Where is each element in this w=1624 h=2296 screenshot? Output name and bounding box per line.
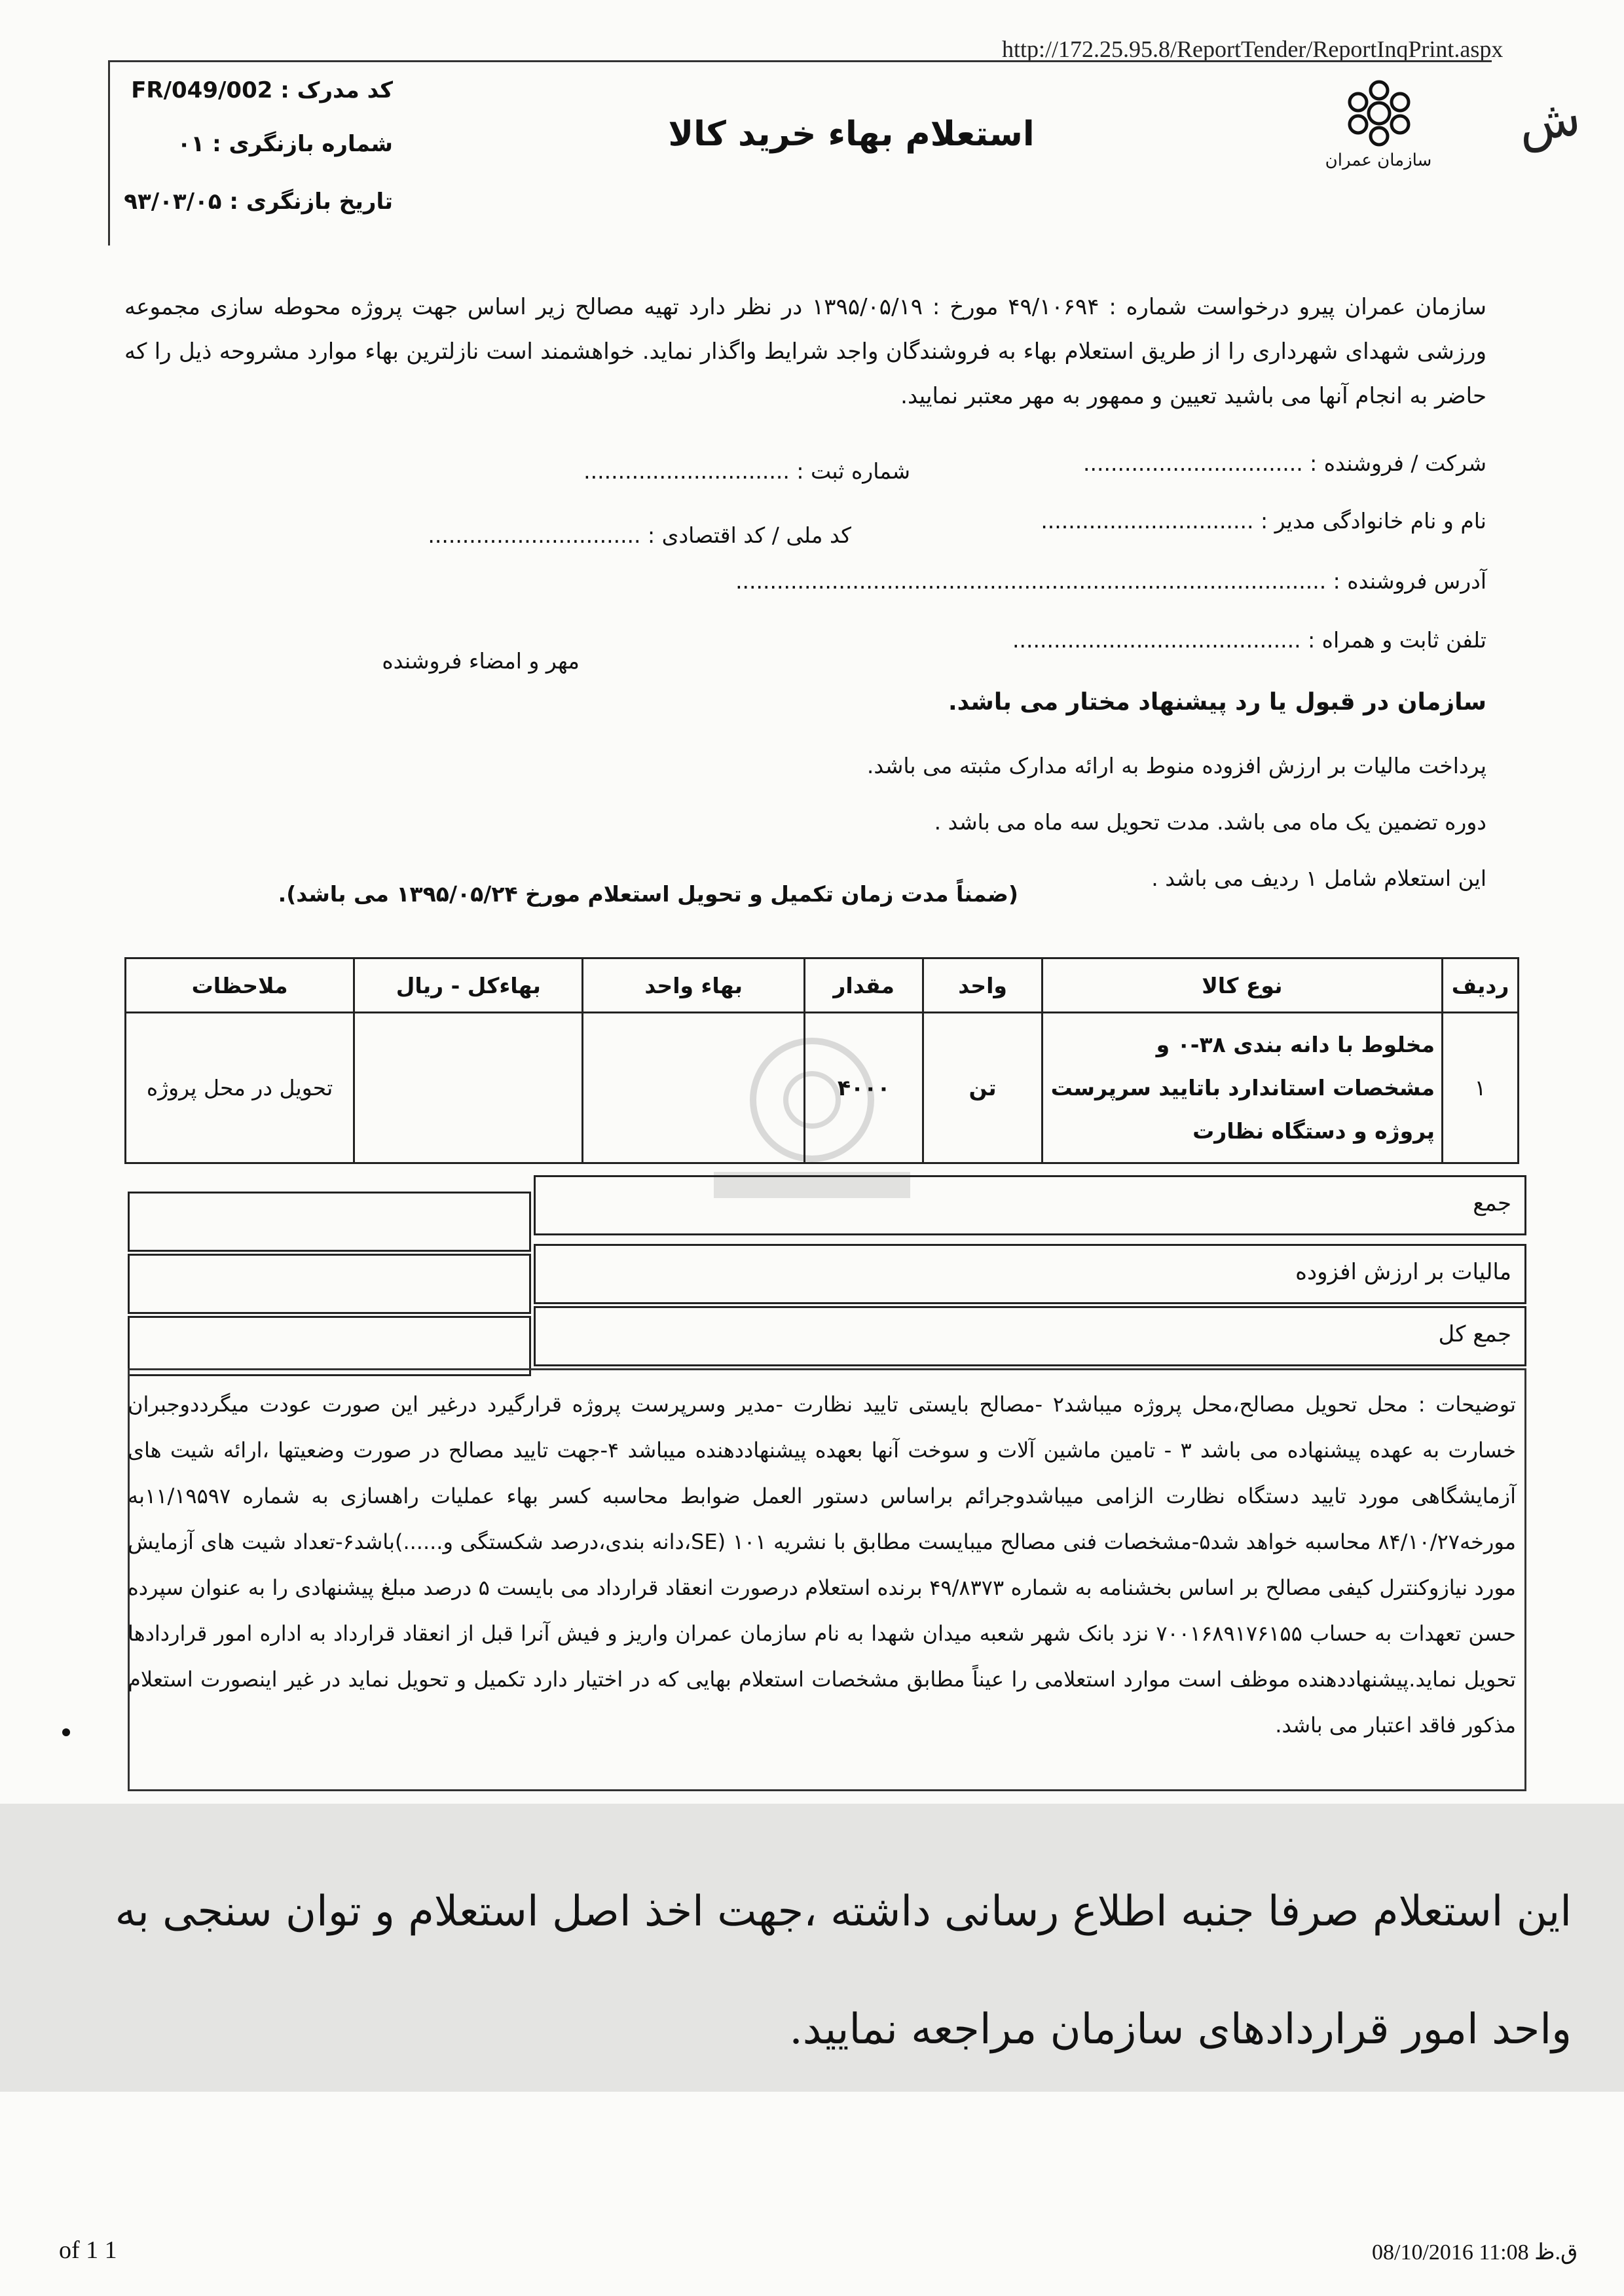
seller-stamp-label: مهر و امضاء فروشنده <box>382 648 580 674</box>
notice-text: این استعلام صرفا جنبه اطلاع رسانی داشته ،جهت اخذ اصل استعلام و توان سنجی به واحد امور قراردادهای سازمان مراجعه نمایید. <box>115 1887 1572 2054</box>
col-header-row-no: ردیف <box>1443 958 1519 1013</box>
cell-total <box>354 1013 583 1163</box>
col-header-notes: ملاحظات <box>126 958 354 1013</box>
revision-number: شماره بازنگری : ۰۱ <box>177 131 393 157</box>
municipality-logo-icon <box>1341 77 1417 149</box>
cell-unit: تن <box>923 1013 1042 1163</box>
col-header-item: نوع کالا <box>1042 958 1442 1013</box>
print-datetime: ق.ظ 11:08 08/10/2016 <box>1372 2240 1578 2265</box>
rows-term: این استعلام شامل ۱ ردیف می باشد . <box>1151 866 1486 891</box>
handwritten-mark: ش <box>1514 87 1585 155</box>
cell-note: تحویل در محل پروژه <box>126 1013 354 1163</box>
org-name: سازمان عمران <box>1325 151 1432 170</box>
grand-total-value-box <box>128 1316 531 1376</box>
table-header-row <box>126 958 1519 1013</box>
sum-value-box <box>128 1192 531 1252</box>
vat-term: پرداخت مالیات بر ارزش افزوده منوط به ارائه مدارک مثبته می باشد. <box>866 753 1486 778</box>
table-row <box>126 1013 1519 1163</box>
col-header-unit: واحد <box>923 958 1042 1013</box>
vat-row <box>534 1244 1526 1304</box>
grand-total-row <box>534 1306 1526 1366</box>
page-url: http://172.25.95.8/ReportTender/ReportInqPrint.aspx <box>1002 36 1504 62</box>
vat-label: مالیات بر ارزش افزوده <box>1295 1259 1511 1285</box>
address-field: آدرس فروشنده : ...................................................................................... <box>735 568 1486 594</box>
phone-field: تلفن ثابت و همراه : .......................................... <box>1012 627 1486 653</box>
deadline-term: (ضمناً مدت زمان تکمیل و تحویل استعلام مورخ ۱۳۹۵/۰۵/۲۴ می باشد). <box>278 881 1018 907</box>
grand-total-label: جمع کل <box>1438 1321 1511 1347</box>
vat-value-box <box>128 1254 531 1314</box>
items-table <box>124 957 1519 1164</box>
sum-row <box>534 1175 1526 1235</box>
registration-field: شماره ثبت : .............................. <box>583 458 910 484</box>
sum-label: جمع <box>1473 1190 1511 1216</box>
ink-dot <box>62 1728 70 1736</box>
intro-paragraph: سازمان عمران پیرو درخواست شماره : ۴۹/۱۰۶۹۴ مورخ : ۱۳۹۵/۰۵/۱۹ در نظر دارد تهیه مصالح زیر اساس جهت پروژه محوطه سازی مجموعه ورزشی شهدای شهرداری را از طریق استعلام بهاء به فروشندگان واجد شرایط واگذار نماید. خواهشمند است نازلترین بهاء موارد مشروحه ذیل را که حاضر به انجام آنها می باشید تعیین و ممهور به مهر معتبر نمایید. <box>124 294 1486 409</box>
col-header-total: بهاءکل - ریال <box>354 958 583 1013</box>
warranty-term: دوره تضمین یک ماه می باشد. مدت تحویل سه ماه می باشد . <box>934 809 1486 835</box>
manager-field: نام و نام خانوادگی مدیر : ............................... <box>1041 508 1486 534</box>
cell-item: مخلوط با دانه بندی ۳۸-۰ و مشخصات استاندارد باتایید سرپرست پروژه و دستگاه نظارت <box>1042 1013 1442 1163</box>
cell-unit-price <box>583 1013 805 1163</box>
doc-code: کد مدرک : FR/049/002 <box>131 77 393 103</box>
col-header-qty: مقدار <box>805 958 923 1013</box>
company-field: شرکت / فروشنده : ................................ <box>1083 450 1486 476</box>
revision-date: تاریخ بازنگری : ۹۳/۰۳/۰۵ <box>124 189 393 215</box>
notes-text: توضیحات : محل تحویل مصالح،محل پروژه میباشد۲ -مصالح بایستی تایید نظارت -مدیر وسرپرست پروژه قرارگیرد درغیر این صورت عودت میگرددوجبران خسارت به عهده پیشنهاده می باشد ۳ - تامین ماشین آلات و سوخت آنها بعهده پیشنهاددهنده میباشد ۴-جهت تایید مصالح در صورت وضعیتها ،ارائه شیت های آزمایشگاهی مورد تایید دستگاه نظارت الزامی میباشدوجرائم براساس دستور العمل ضوابط محاسبه کسر بهاء عملیات راهسازی به شماره ۱۱/۱۹۵۹۷به مورخه۸۴/۱۰/۲۷ محاسبه خواهد شد۵-مشخصات فنی مصالح میبایست مطابق با نشریه ۱۰۱ (SE،دانه بندی،درصد شکستگی و......)باشد۶-تعداد شیت های آزمایش مورد نیازوکنترل کیفی مصالح بر اساس بخشنامه به شماره ۴۹/۸۳۷۳ برنده استعلام درصورت انعقاد قرارداد می بایست ۵ درصد مبلغ پیشنهادی را به عنوان سپرده حسن تعهدات به حساب ۷۰۰۱۶۸۹۱۷۶۱۵۵ نزد بانک شهر شعبه میدان شهدا به نام سازمان عمران واریز و فیش آنرا قبل از انعقاد قرارداد به اداره امور قراردادها تحویل نماید.پیشنهاددهنده موظف است موارد استعلامی را عیناً مطابق مشخصات استعلام بهایی که در اختیار دارد تکمیل و تحویل نماید در غیر اینصورت استعلام مذکور فاقد اعتبار می باشد. <box>128 1392 1517 1738</box>
national-id-field: کد ملی / کد اقتصادی : ............................... <box>428 522 851 548</box>
page-count: of 1 1 <box>59 2236 117 2264</box>
page-title: استعلام بهاء خرید کالا <box>668 115 1035 154</box>
accept-term: سازمان در قبول یا رد پیشنهاد مختار می باشد. <box>948 689 1486 716</box>
cell-row-no: ۱ <box>1443 1013 1519 1163</box>
cell-qty: ۴۰۰۰ <box>805 1013 923 1163</box>
col-header-unit-price: بهاء واحد <box>583 958 805 1013</box>
